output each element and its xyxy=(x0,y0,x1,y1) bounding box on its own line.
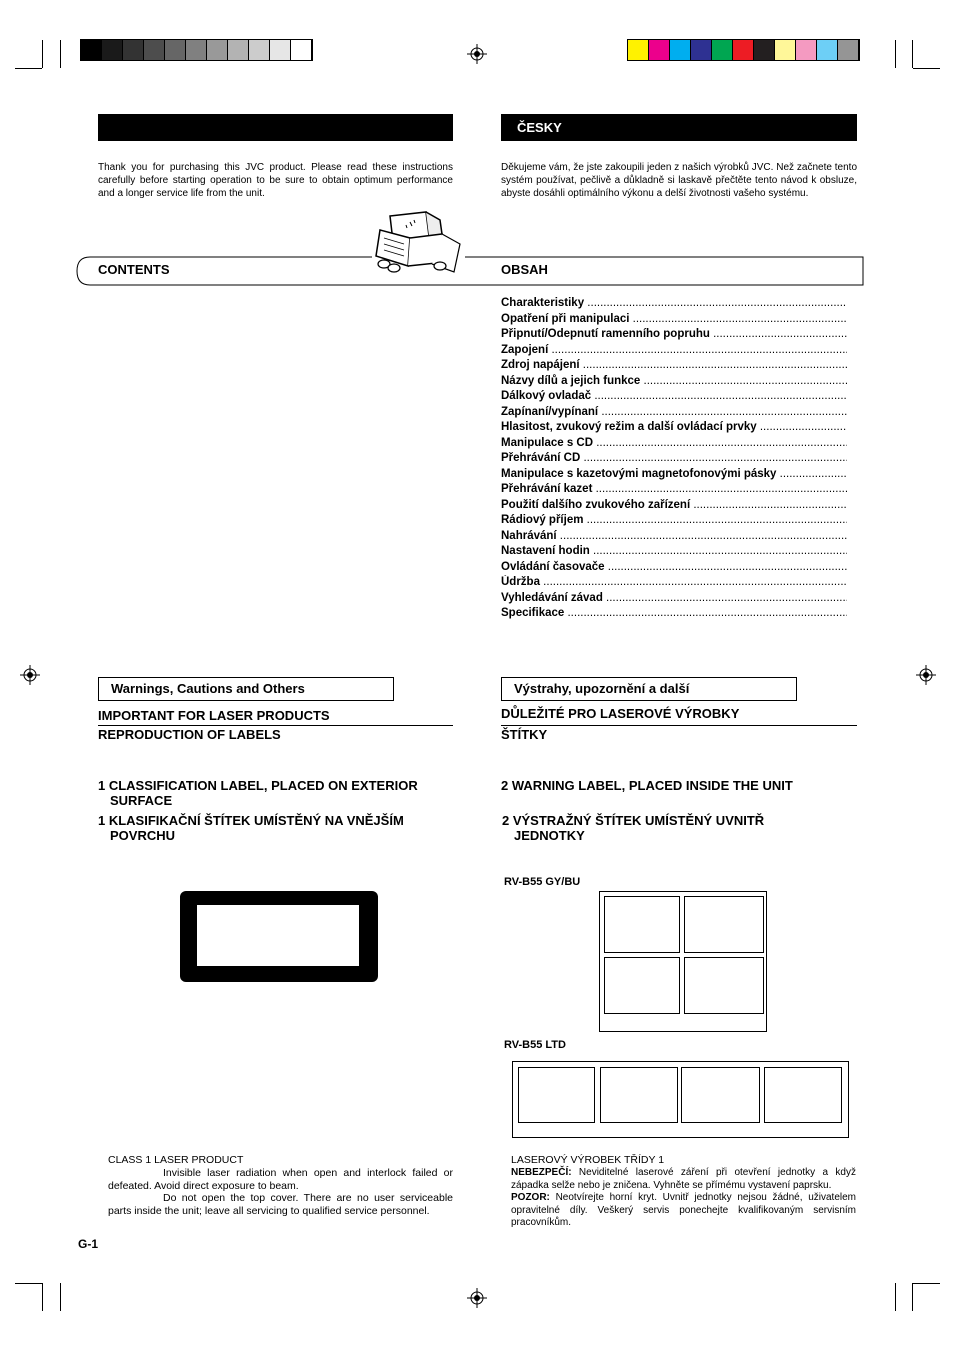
toc-entry: Hlasitost, zvukový režim a další ovládací prvky ..... xyxy=(501,420,847,436)
calibration-swatch xyxy=(249,40,270,60)
warning-label-heading: 2 WARNING LABEL, PLACED INSIDE THE UNIT xyxy=(501,778,793,793)
crop-mark xyxy=(42,40,43,68)
calibration-swatch xyxy=(838,40,859,60)
pozor-paragraph xyxy=(511,1192,856,1230)
calibration-swatch xyxy=(186,40,207,60)
toc-entry: Zdroj napájení ..... xyxy=(501,358,847,374)
crop-mark xyxy=(913,1283,940,1284)
crop-mark xyxy=(912,1283,913,1311)
nebezpeci-paragraph xyxy=(511,1167,856,1192)
calibration-swatch xyxy=(733,40,754,60)
calibration-swatch xyxy=(102,40,123,60)
crop-mark xyxy=(42,1283,43,1311)
classification-label-heading: 1 CLASSIFICATION LABEL, PLACED ON EXTERIOR SURFACE xyxy=(98,778,418,808)
toc-entry: Manipulace s CD ..... xyxy=(501,436,847,452)
toc-entry: Specifikace ..... xyxy=(501,606,847,622)
laserovy-vyrobek-title: LASEROVÝ VÝROBEK TŘÍDY 1 xyxy=(511,1154,665,1166)
toc-entry: Údržba ..... xyxy=(501,575,847,591)
model-ltd-label: RV-B55 LTD xyxy=(504,1039,566,1051)
crop-mark xyxy=(60,40,61,68)
calibration-swatch xyxy=(796,40,817,60)
left-intro-text: Thank you for purchasing this JVC product. Please read these instructions carefully before starting operation to be sure to obtain optimum performance and a longer service life from the unit. xyxy=(98,162,453,199)
toc-entry: Vyhledávání závad ..... xyxy=(501,591,847,607)
calibration-swatch xyxy=(712,40,733,60)
calibration-swatch xyxy=(628,40,649,60)
toc-entry: Nahrávání ..... xyxy=(501,529,847,545)
important-laser-heading: IMPORTANT FOR LASER PRODUCTS xyxy=(98,708,330,723)
right-header-bar: ČESKY xyxy=(501,114,857,141)
crop-mark xyxy=(913,68,940,69)
calibration-swatch xyxy=(691,40,712,60)
nebezpeci-text: Neviditelné laserové záření při otevření jednotky a když západka selže nebo je zničena. Vyhněte se přímému vystavení paprsku. xyxy=(511,1167,856,1191)
divider xyxy=(501,725,857,726)
pozor-text: Neotvírejte horní kryt. Uvnitř jednotky nejsou žádné, uživatelem opravitelné díly. Veškerý servis ponechejte kvalifikovaným servisním pracovníkům. xyxy=(511,1192,856,1228)
class1-label-frame xyxy=(180,891,378,982)
calibration-swatch xyxy=(649,40,670,60)
toc-entry: Přehrávání kazet ..... xyxy=(501,482,847,498)
obsah-title: OBSAH xyxy=(501,262,548,277)
grayscale-calibration-strip xyxy=(80,39,313,61)
toc-entry: Opatření při manipulaci ..... xyxy=(501,312,847,328)
calibration-swatch xyxy=(144,40,165,60)
toc-entry: Názvy dílů a jejich funkce ..... xyxy=(501,374,847,390)
registration-mark-icon xyxy=(20,665,40,685)
toc-entry: Charakteristiky ..... xyxy=(501,296,847,312)
klasifikacni-stitek-heading: 1 KLASIFIKAČNÍ ŠTÍTEK UMÍSTĚNÝ NA VNĚJŠÍM POVRCHU xyxy=(98,813,404,843)
label-grid-gy-bu xyxy=(599,891,767,1032)
toc-entry: Použití dalšího zvukového zařízení ..... xyxy=(501,498,847,514)
page-number: G-1 xyxy=(78,1237,99,1251)
toc-entry: Připnutí/Odepnutí ramenního popruhu ..... xyxy=(501,327,847,343)
crop-mark xyxy=(15,68,42,69)
registration-mark-icon xyxy=(916,665,936,685)
color-calibration-strip xyxy=(627,39,860,61)
toc-entry: Manipulace s kazetovými magnetofonovými pásky ..... xyxy=(501,467,847,483)
nebezpeci-label: NEBEZPEČÍ: xyxy=(511,1167,572,1178)
crop-mark xyxy=(895,1283,896,1311)
left-header-bar xyxy=(98,114,453,141)
toc-entry: Zapojení ..... xyxy=(501,343,847,359)
crop-mark xyxy=(895,40,896,68)
dulezite-laser-heading: DŮLEŽITÉ PRO LASEROVÉ VÝROBKY xyxy=(501,706,740,721)
registration-mark-icon xyxy=(467,44,487,64)
calibration-swatch xyxy=(775,40,796,60)
toc-entry: Rádiový příjem ..... xyxy=(501,513,847,529)
warnings-box-heading: Warnings, Cautions and Others xyxy=(98,677,394,701)
stitky-heading: ŠTÍTKY xyxy=(501,727,548,742)
pozor-label: POZOR: xyxy=(511,1192,550,1203)
vystrahy-box-heading: Výstrahy, upozornění a další xyxy=(501,677,797,701)
calibration-swatch xyxy=(754,40,775,60)
toc-entry: Nastavení hodin ..... xyxy=(501,544,847,560)
calibration-swatch xyxy=(165,40,186,60)
calibration-swatch xyxy=(270,40,291,60)
calibration-swatch xyxy=(670,40,691,60)
right-intro-text: Děkujeme vám, že jste zakoupili jeden z našich výrobků JVC. Než začnete tento systém používat, pečlivě a důkladně si laskavě přečtěte tento návod k obsluze, abyste dosáhli optimálního výkonu a delší životnosti vašeho systému. xyxy=(501,162,857,199)
registration-mark-icon xyxy=(467,1288,487,1308)
toc-entry: Dálkový ovladač ..... xyxy=(501,389,847,405)
calibration-swatch xyxy=(291,40,312,60)
laser-danger-text: Invisible laser radiation when open and interlock failed or defeated. Avoid direct exposure to beam. xyxy=(108,1167,453,1192)
crop-mark xyxy=(60,1283,61,1311)
calibration-swatch xyxy=(123,40,144,60)
contents-bar-outline xyxy=(76,256,864,286)
calibration-swatch xyxy=(228,40,249,60)
vystrazny-stitek-heading: 2 VÝSTRAŽNÝ ŠTÍTEK UMÍSTĚNÝ UVNITŘ JEDNOTKY xyxy=(502,813,765,843)
toc-entry: Ovládání časovače ..... xyxy=(501,560,847,576)
calibration-swatch xyxy=(207,40,228,60)
toc-entry: Přehrávání CD ..... xyxy=(501,451,847,467)
laser-caution-text: Do not open the top cover. There are no user serviceable parts inside the unit; leave all servicing to qualified service personnel. xyxy=(108,1192,453,1217)
model-gy-bu-label: RV-B55 GY/BU xyxy=(504,876,581,888)
class1-laser-title: CLASS 1 LASER PRODUCT xyxy=(108,1154,244,1166)
toc-entry: Zapínaní/vypínaní ..... xyxy=(501,405,847,421)
calibration-swatch xyxy=(81,40,102,60)
reproduction-heading: REPRODUCTION OF LABELS xyxy=(98,727,281,742)
crop-mark xyxy=(15,1283,42,1284)
calibration-swatch xyxy=(817,40,838,60)
contents-title: CONTENTS xyxy=(98,262,170,277)
label-grid-ltd xyxy=(512,1061,849,1138)
divider xyxy=(98,725,453,726)
crop-mark xyxy=(912,40,913,68)
table-of-contents xyxy=(501,296,847,622)
reading-manual-illustration xyxy=(370,208,465,276)
